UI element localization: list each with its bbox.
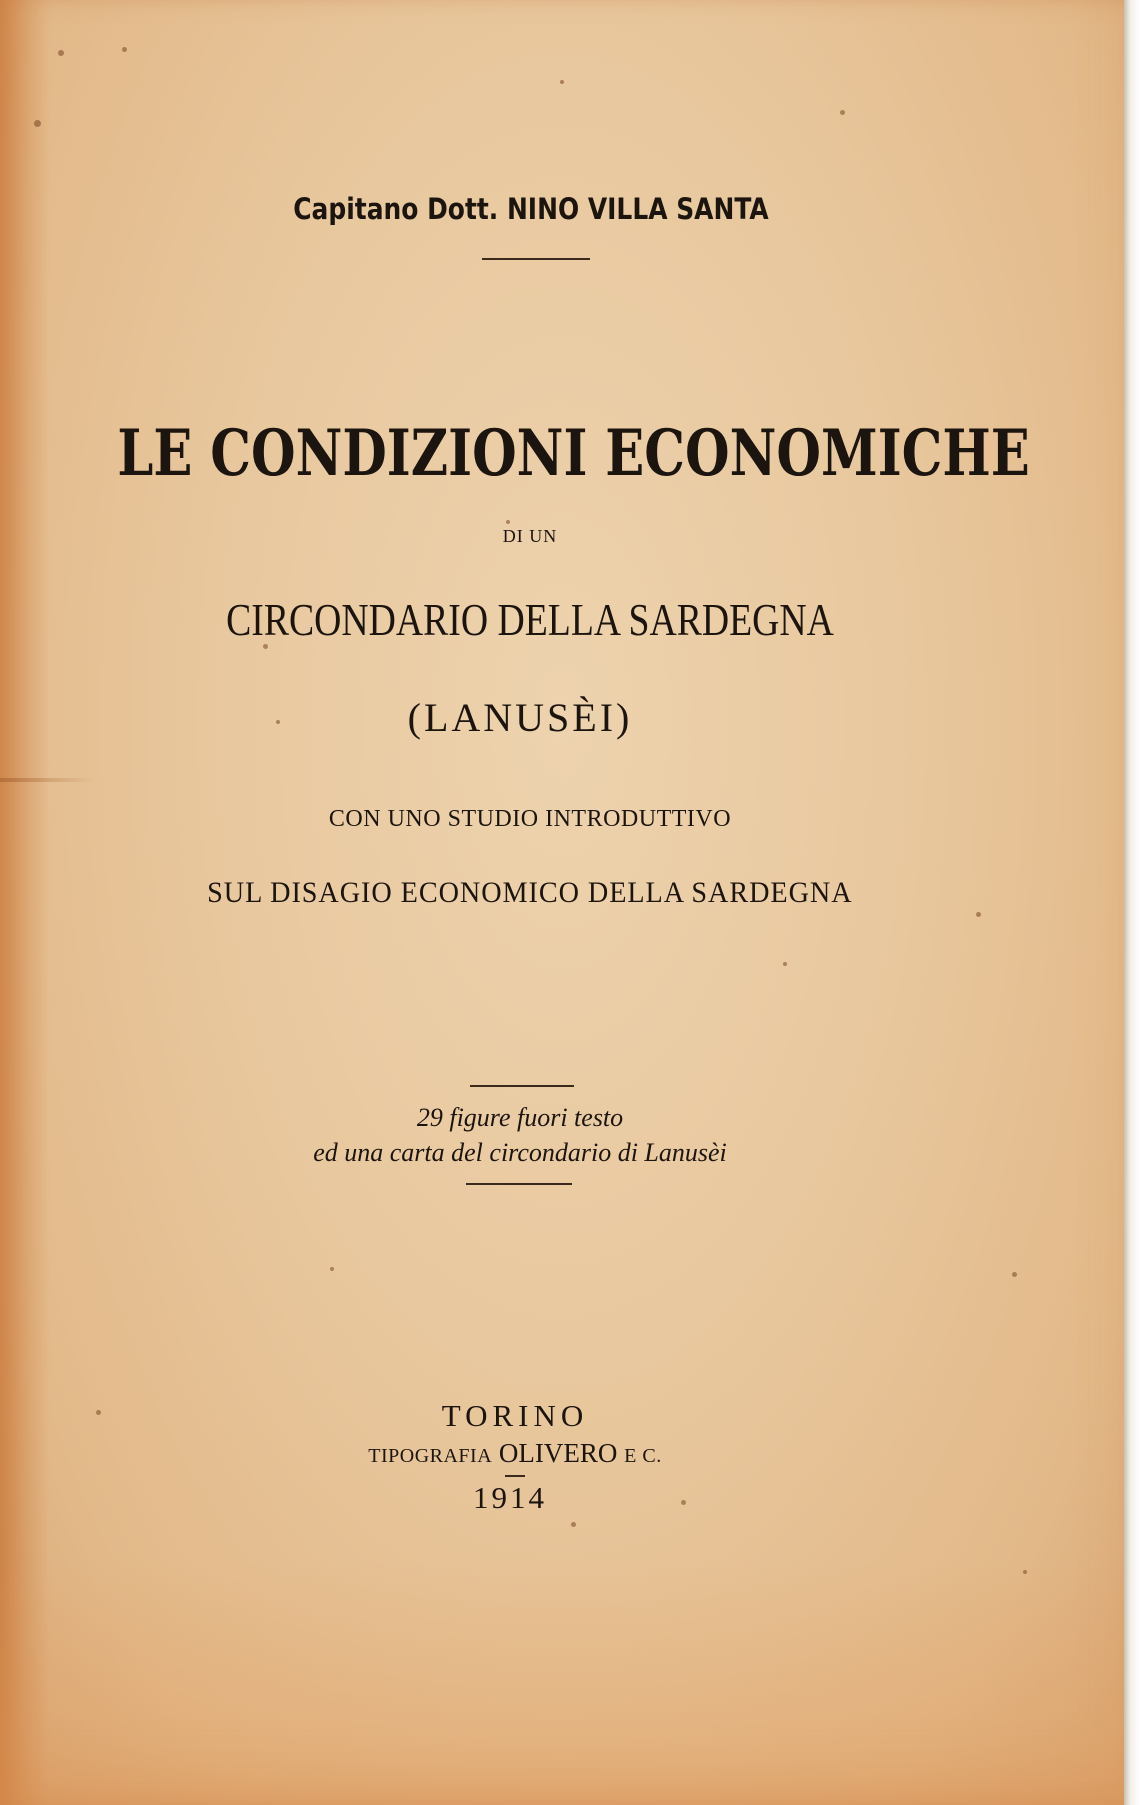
foxing-speck (330, 1267, 334, 1271)
divider-rule (470, 1085, 574, 1087)
divider-rule (505, 1475, 525, 1477)
book-subtitle: CIRCONDARIO DELLA SARDEGNA (226, 594, 834, 645)
author-line: Capitano Dott. NINO VILLA SANTA (293, 192, 769, 226)
paper-crease (0, 778, 95, 782)
page-edge (1124, 0, 1140, 1805)
intro-line-1: CON UNO STUDIO INTRODUTTIVO (328, 806, 732, 832)
printer-name: OLIVERO (498, 1438, 618, 1468)
intro-line-2: SUL DISAGIO ECONOMICO DELLA SARDEGNA (207, 876, 853, 909)
foxing-speck (122, 47, 127, 52)
foxing-speck (506, 520, 510, 524)
foxing-speck (1012, 1272, 1017, 1277)
foxing-speck (840, 110, 845, 115)
foxing-speck (1023, 1570, 1027, 1574)
figures-line-1: 29 figure fuori testo (416, 1103, 624, 1132)
foxing-speck (571, 1522, 576, 1527)
publication-year: 1914 (473, 1480, 547, 1515)
foxing-speck (34, 120, 41, 127)
title-connector: DI UN (502, 526, 558, 546)
bottom-stain (0, 1560, 1124, 1805)
divider-rule (466, 1183, 572, 1185)
publication-city: TORINO (441, 1398, 589, 1433)
foxing-speck (976, 912, 981, 917)
figures-line-2: ed una carta del circondario di Lanusèi (313, 1138, 727, 1167)
place-name: (LANUSÈI) (407, 695, 633, 740)
foxing-speck (783, 962, 787, 966)
printer-prefix: TIPOGRAFIA (368, 1445, 493, 1467)
divider-rule (482, 258, 590, 260)
printer-line (0, 1438, 1045, 1469)
printer-suffix: E C. (624, 1445, 662, 1467)
book-title: LE CONDIZIONI ECONOMICHE (117, 416, 1030, 491)
foxing-speck (560, 80, 564, 84)
foxing-speck (58, 50, 64, 56)
